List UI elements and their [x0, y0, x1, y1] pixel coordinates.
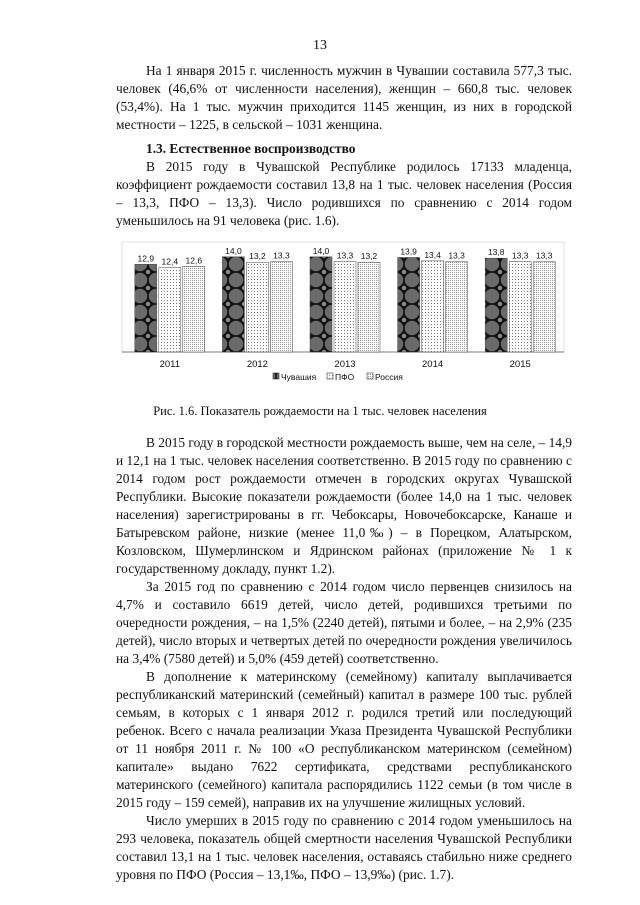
bar-chuvashia-2011 [135, 264, 157, 352]
body-paragraph-1: В 2015 году в городской местности рождаемость выше, чем на селе, – 14,9 и 12,1 на 1 тыс. человек населения соответственно. В 2015 году по сравнению с 2014 годом рост рождаемости отмечен в городских округах Чувашской Республики. Высокие показатели рождаемости (более 14,0 на 1 тыс. человек населения) зарегистрированы в гг. Чебоксары, Новочебоксарске, Канаше и Батыревском районе, низкие (менее 11,0‰) – в Порецком, Алатырском, Козловском, Шумерлинском и Ядринском районах (приложение № 1 к государственному докладу, пункт 1.2). [116, 435, 572, 576]
data-label-russia-2012: 13,3 [273, 250, 290, 261]
x-tick-label-2012: 2012 [246, 359, 268, 370]
section-heading: 1.3. Естественное воспроизводство [146, 141, 356, 156]
bar-russia-2011 [183, 266, 205, 352]
data-label-russia-2011: 12,6 [185, 255, 203, 266]
data-label-chuvashia-2012: 14,0 [225, 245, 242, 256]
intro-paragraph: На 1 января 2015 г. численность мужчин в Чувашии составила 577,3 тыс. человек (46,6% от численности населения), женщин – 660,8 тыс. человек (53,4%). На 1 тыс. мужчин приходится 1145 женщин, из них в городской местности – 1225, в сельской – 1031 женщина. [116, 63, 572, 132]
bar-pfo-2013 [334, 262, 356, 352]
data-label-chuvashia-2015: 13,8 [487, 247, 505, 258]
chart-svg [116, 240, 572, 388]
data-label-chuvashia-2013: 14,0 [312, 245, 330, 256]
bar-pfo-2011 [159, 268, 181, 352]
bar-russia-2013 [358, 262, 380, 352]
bar-chuvashia-2012 [222, 257, 244, 352]
bar-chuvashia-2013 [310, 257, 332, 352]
body-paragraph-4: Число умерших в 2015 году по сравнению с 2014 годом уменьшилось на 293 человека, показатель общей смертности населения Чувашской Республики составил 13,1 на 1 тыс. человек населения, оставаясь стабильно ниже среднего уровня по ПФО (Россия – 13,1‰, ПФО – 13,9‰) (рис. 1.7). [116, 813, 572, 882]
bar-russia-2012 [270, 262, 292, 352]
bar-russia-2015 [533, 262, 555, 352]
data-label-russia-2014: 13,3 [448, 250, 465, 261]
x-tick-label-2015: 2015 [509, 359, 531, 370]
section-paragraph: В 2015 году в Чувашской Республике родилось 17133 младенца, коэффициент рождаемости составил 13,8 на 1 тыс. человек населения (Россия – 13,3, ПФО – 13,3). Число родившихся по сравнению с 2014 годом уменьшилось на 91 человека (рис. 1.6). [116, 159, 572, 228]
bar-russia-2014 [446, 262, 468, 352]
figure-caption: Рис. 1.6. Показатель рождаемости на 1 тыс. человек населения [153, 404, 487, 418]
intro-block [116, 62, 572, 134]
body-block [116, 434, 572, 884]
bar-pfo-2014 [422, 261, 444, 352]
body-paragraph-2: За 2015 год по сравнению с 2014 годом число первенцев снизилось на 4,7% и составило 6619 детей, число детей, родившихся третьими по очередности рождения, – на 1,5% (2240 детей), пятыми и более, – на 2,9% (235 детей), число вторых и четвертых детей по очередности рождения увеличилось на 3,4% (7580 детей) и 5,0% (459 детей) соответственно. [116, 579, 572, 666]
legend-label-chuvashia: Чувашия [281, 372, 317, 382]
legend-swatch-chuvashia [273, 373, 279, 379]
data-label-russia-2013: 13,2 [360, 251, 378, 262]
x-tick-label-2013: 2013 [334, 359, 356, 370]
section-block [116, 140, 572, 230]
legend-label-pfo: ПФО [335, 372, 355, 382]
x-tick-label-2011: 2011 [159, 359, 181, 370]
data-label-pfo-2012: 13,2 [249, 251, 266, 262]
data-label-pfo-2013: 13,3 [336, 250, 354, 261]
bar-chuvashia-2015 [485, 258, 507, 352]
data-label-pfo-2014: 13,4 [424, 249, 441, 260]
bar-pfo-2012 [246, 262, 268, 352]
data-label-russia-2015: 13,3 [535, 250, 553, 261]
data-label-chuvashia-2011: 12,9 [137, 253, 155, 264]
data-label-pfo-2011: 12,4 [161, 256, 179, 267]
x-tick-label-2014: 2014 [422, 359, 444, 370]
data-label-chuvashia-2014: 13,9 [400, 246, 417, 257]
body-paragraph-3: В дополнение к материнскому (семейному) капиталу выплачивается республиканский материнский (семейный) капитал в размере 100 тыс. рублей семьям, в которых с 1 января 2012 г. родился третий или последующий ребенок. Всего с начала реализации Указа Президента Чувашской Республики от 11 ноября 2011 г. № 100 «О республиканском материнском (семейном) капитале» выдано 7622 сертификата, средствами республиканского материнского (семейного) капитала распорядились 1122 семьи (в том числе в 2015 году – 159 семей), направив их на улучшение жилищных условий. [116, 669, 572, 810]
legend-label-russia: Россия [375, 372, 403, 382]
bar-pfo-2015 [509, 262, 531, 352]
data-label-pfo-2015: 13,3 [511, 250, 529, 261]
page-number: 13 [313, 38, 327, 53]
legend-swatch-russia [367, 373, 373, 379]
birth-rate-chart [116, 240, 572, 388]
bar-chuvashia-2014 [398, 257, 420, 352]
legend-swatch-pfo [327, 373, 333, 379]
